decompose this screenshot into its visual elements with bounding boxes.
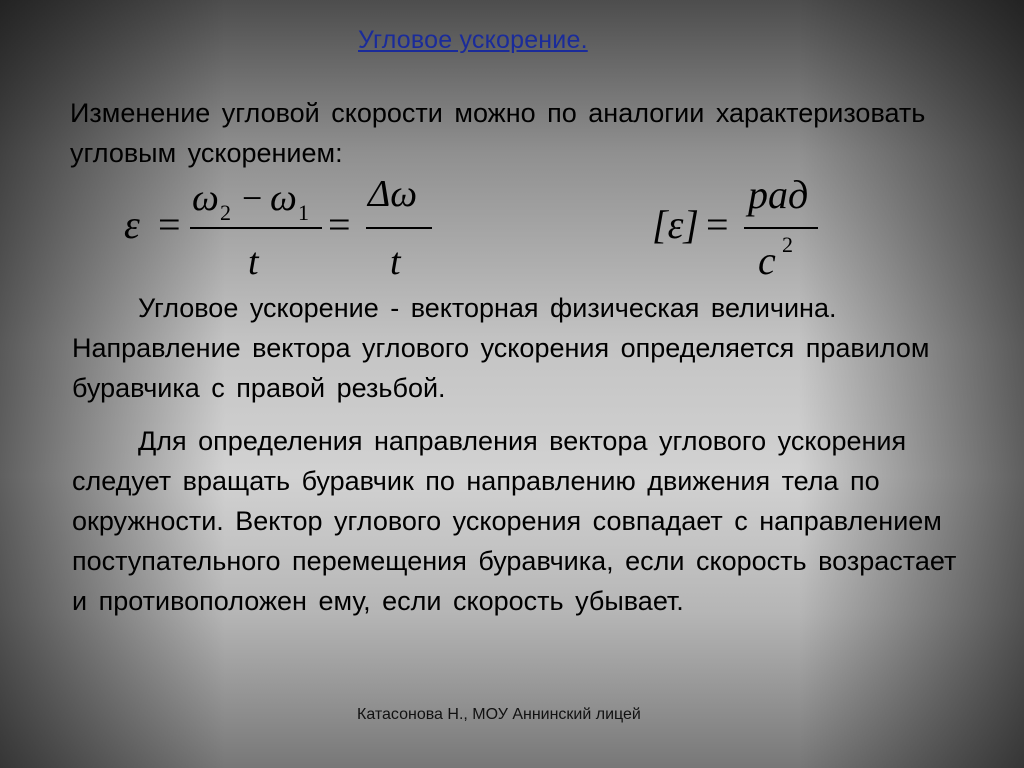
units-lhs: [ε] xyxy=(652,202,699,247)
formula-equals-2: = xyxy=(328,202,351,247)
units-numerator: рад xyxy=(748,172,809,217)
formula-minus: − xyxy=(242,178,263,218)
paragraph-vector-definition-text: Угловое ускорение - векторная физическая величина. Направление вектора углового ускорения определяется правилом буравчика с правой резьбой. xyxy=(72,293,930,403)
paragraph-direction-rule xyxy=(72,421,972,621)
angular-acceleration-units xyxy=(650,168,830,283)
formula-omega2-sub: 2 xyxy=(220,200,231,225)
angular-acceleration-formula-svg xyxy=(120,168,450,278)
formula-equals-1: = xyxy=(158,202,181,247)
intro-text: Изменение угловой скорости можно по аналогии характеризовать угловым ускорением: xyxy=(70,98,926,168)
paragraph-direction-rule-text: Для определения направления вектора углового ускорения следует вращать буравчик по направлению движения тела по окружности. Вектор углового ускорения совпадает с направлением поступательного перемещения буравчика, если скорость возрастает и противоположен ему, если скорость убывает. xyxy=(72,426,957,616)
angular-acceleration-formula xyxy=(120,168,450,283)
formula-delta-omega: Δω xyxy=(368,173,418,215)
formula-omega1: ω xyxy=(270,177,297,219)
formula-omega2: ω xyxy=(192,177,219,219)
angular-acceleration-units-svg xyxy=(650,168,830,278)
units-equals: = xyxy=(706,202,729,247)
formula-lhs: ε xyxy=(124,202,140,247)
units-denominator: с xyxy=(758,238,776,278)
formula-den1: t xyxy=(248,241,259,278)
paragraph-vector-definition xyxy=(72,288,972,408)
slide-title: Угловое ускорение. xyxy=(358,26,588,54)
footer-author: Катасонова Н., МОУ Аннинский лицей xyxy=(357,706,641,723)
formula-omega1-sub: 1 xyxy=(298,200,309,225)
units-denominator-sup: 2 xyxy=(782,232,793,257)
formula-den2: t xyxy=(390,241,401,278)
